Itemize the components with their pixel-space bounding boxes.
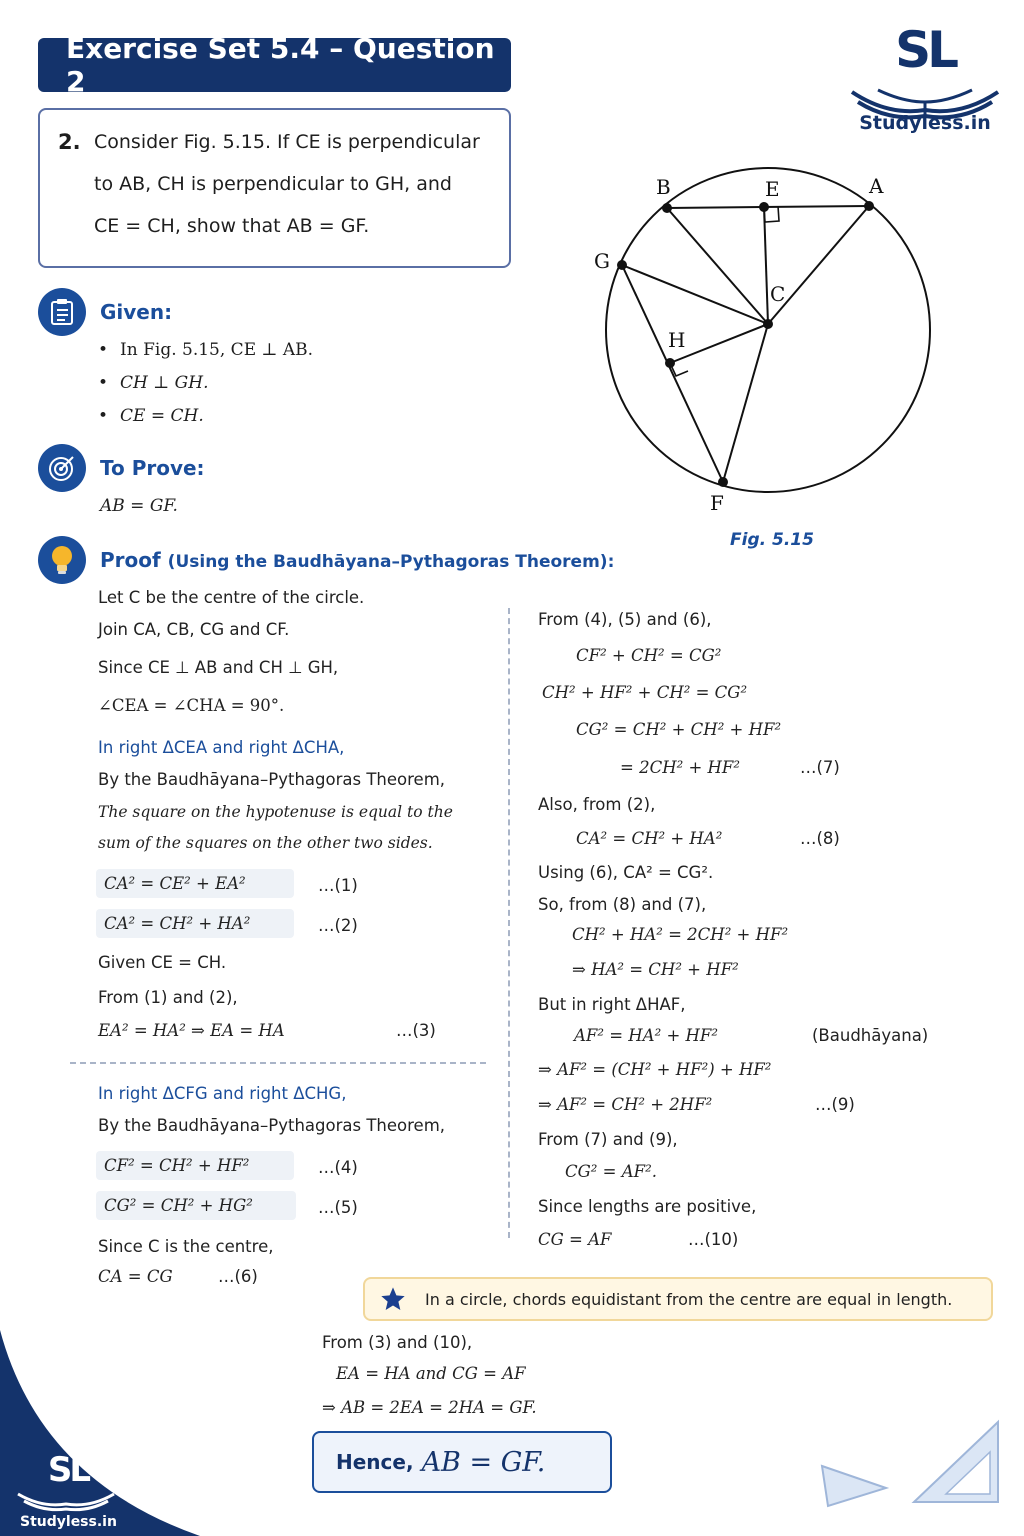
equation: CG² = CH² + CH² + HF² <box>576 720 782 739</box>
theorem-note-text: In a circle, chords equidistant from the centre are equal in length. <box>425 1289 953 1309</box>
equation-4: CF² = CH² + HF² <box>96 1151 294 1180</box>
circle <box>606 168 930 492</box>
equation: CH² + HA² = 2CH² + HF² <box>572 925 789 944</box>
equation-ref: …(2) <box>318 916 358 935</box>
equation: = 2CH² + HF² <box>620 758 740 777</box>
given-item: • CE = CH. <box>98 406 204 426</box>
clipboard-icon <box>38 288 86 336</box>
equation-6: CA = CG <box>98 1267 173 1286</box>
proof-subheading: In right ΔCFG and right ΔCHG, <box>98 1084 347 1103</box>
given-title: Given: <box>100 300 173 324</box>
proof-subheading: In right ΔCEA and right ΔCHA, <box>98 738 345 757</box>
section-divider <box>70 1062 486 1064</box>
footer-book-icon <box>16 1490 116 1512</box>
logo-mark: SL <box>895 21 955 79</box>
equation-3: EA² = HA² ⇒ EA = HA <box>98 1021 285 1040</box>
footer-site-name: Studyless.in <box>20 1514 117 1530</box>
equation: ⇒ HA² = CH² + HF² <box>572 960 739 979</box>
lightbulb-icon <box>38 536 86 584</box>
equation: AF² = HA² + HF² <box>574 1026 718 1045</box>
given-item: • CH ⊥ GH. <box>98 373 208 393</box>
proof-line: By the Baudhāyana–Pythagoras Theorem, <box>98 770 446 789</box>
proof-line: Since C is the centre, <box>98 1237 274 1256</box>
equation-ref: …(7) <box>800 758 840 777</box>
equation-ref: …(8) <box>800 829 840 848</box>
label-b: B <box>656 175 671 199</box>
equation: ⇒ AB = 2EA = 2HA = GF. <box>322 1398 537 1417</box>
target-icon <box>38 444 86 492</box>
point-g <box>617 260 627 270</box>
page-title <box>38 32 511 98</box>
proof-line: Let C be the centre of the circle. <box>98 588 365 607</box>
proof-title-text: Proof <box>100 548 161 572</box>
label-e: E <box>765 177 780 201</box>
equation-5: CG² = CH² + HG² <box>96 1191 296 1220</box>
proof-line: Using (6), CA² = CG². <box>538 863 714 882</box>
question-line-1: Consider Fig. 5.15. If CE is perpendicular <box>94 131 480 153</box>
equation-ref: …(9) <box>815 1095 855 1114</box>
segment-cb <box>667 208 768 324</box>
proof-line: From (1) and (2), <box>98 988 238 1007</box>
equation-ref: …(3) <box>396 1021 436 1040</box>
proof-line: Join CA, CB, CG and CF. <box>98 620 290 639</box>
label-f: F <box>710 491 724 515</box>
proof-line: Since CE ⊥ AB and CH ⊥ GH, <box>98 658 339 677</box>
equation: CA² = CH² + HA² <box>576 829 723 848</box>
given-item: • In Fig. 5.15, CE ⊥ AB. <box>98 340 313 360</box>
chord-gf <box>622 265 723 482</box>
equation-1: CA² = CE² + EA² <box>96 869 294 898</box>
equation-ref: …(1) <box>318 876 358 895</box>
proof-line: ∠CEA = ∠CHA = 90°. <box>98 696 285 715</box>
point-e <box>759 202 769 212</box>
label-g: G <box>594 249 610 273</box>
equation: ⇒ AF² = (CH² + HF²) + HF² <box>538 1060 772 1079</box>
conclusion-box <box>312 1431 612 1493</box>
proof-line: By the Baudhāyana–Pythagoras Theorem, <box>98 1116 446 1135</box>
proof-line: From (4), (5) and (6), <box>538 610 712 629</box>
page-title-text: Exercise Set 5.4 – Question 2 <box>66 32 495 98</box>
label-h: H <box>668 328 686 352</box>
to-prove-statement: AB = GF. <box>100 496 178 516</box>
set-square-icon <box>818 1418 1002 1510</box>
theorem-note <box>363 1277 993 1321</box>
point-a <box>864 201 874 211</box>
equation: EA = HA and CG = AF <box>336 1364 526 1383</box>
footer-logo-mark: SL <box>47 1450 89 1490</box>
equation-note: (Baudhāyana) <box>812 1026 929 1045</box>
question-line-3: CE = CH, show that AB = GF. <box>94 215 370 237</box>
figure-5-15 <box>580 160 960 520</box>
site-name: Studyless.in <box>859 112 991 134</box>
column-divider <box>508 608 510 1238</box>
star-icon <box>379 1285 407 1313</box>
question-number: 2. <box>58 130 81 154</box>
to-prove-title: To Prove: <box>100 456 205 480</box>
equation: CF² + CH² = CG² <box>576 646 722 665</box>
segment-cf <box>723 324 768 482</box>
equation: ⇒ AF² = CH² + 2HF² <box>538 1095 713 1114</box>
proof-line: From (7) and (9), <box>538 1130 678 1149</box>
segment-ce <box>764 207 768 324</box>
proof-line: Since lengths are positive, <box>538 1197 757 1216</box>
equation-2: CA² = CH² + HA² <box>96 909 294 938</box>
label-a: A <box>869 174 884 198</box>
theorem-statement: sum of the squares on the other two sides. <box>98 834 433 852</box>
label-c: C <box>770 282 786 306</box>
question-line-2: to AB, CH is perpendicular to GH, and <box>94 173 452 195</box>
equation-ref: …(4) <box>318 1158 358 1177</box>
proof-title <box>100 548 614 572</box>
conclusion-label: Hence, <box>336 1450 414 1474</box>
proof-subtitle: (Using the Baudhāyana–Pythagoras Theorem): <box>167 552 615 572</box>
proof-line: Given CE = CH. <box>98 953 227 972</box>
equation: CH² + HF² + CH² = CG² <box>542 683 748 702</box>
equation-ref: …(10) <box>688 1230 739 1249</box>
proof-line: So, from (8) and (7), <box>538 895 707 914</box>
segment-ca <box>768 206 869 324</box>
brand-logo <box>840 20 1010 140</box>
figure-caption: Fig. 5.15 <box>730 530 814 550</box>
point-h <box>665 358 675 368</box>
conclusion-value: AB = GF. <box>421 1446 546 1478</box>
point-c <box>763 319 773 329</box>
proof-line: Also, from (2), <box>538 795 656 814</box>
proof-line: But in right ΔHAF, <box>538 995 686 1014</box>
equation: CG = AF <box>538 1230 612 1249</box>
equation-ref: …(5) <box>318 1198 358 1217</box>
theorem-statement: The square on the hypotenuse is equal to the <box>98 803 453 821</box>
point-f <box>718 477 728 487</box>
segment-cg <box>622 265 768 324</box>
equation-ref: …(6) <box>218 1267 258 1286</box>
point-b <box>662 203 672 213</box>
proof-line: From (3) and (10), <box>322 1333 473 1352</box>
equation: CG² = AF². <box>565 1162 657 1181</box>
